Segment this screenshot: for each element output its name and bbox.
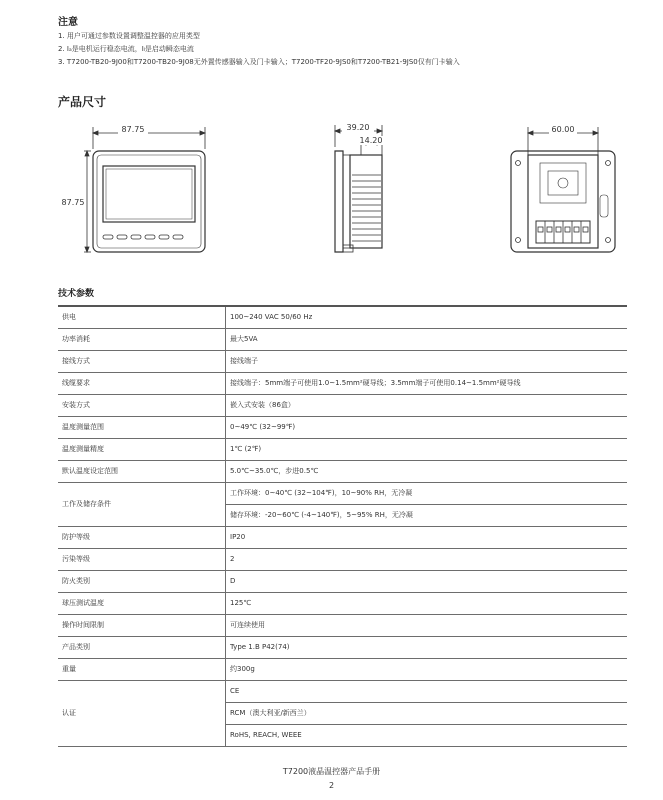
spec-value: 100~240 VAC 50/60 Hz [226,306,628,329]
spec-label: 认证 [58,681,226,747]
table-row [58,351,627,373]
table-row [58,329,627,351]
spec-label: 污染等级 [58,549,226,571]
table-row [58,615,627,637]
front-width-label: 87.75 [121,125,145,134]
note-item: 1. 用户可通过参数设置调整温控器的应用类型 [58,32,200,40]
spec-label: 功率消耗 [58,329,226,351]
dimensions-title: 产品尺寸 [58,95,107,109]
spec-label: 操作时间限制 [58,615,226,637]
spec-value: D [226,571,628,593]
spec-value: 嵌入式安装（86盒） [226,395,628,417]
spec-value: 工作环境：0~40℃ (32~104℉)，10~90% RH，无冷凝 [226,483,628,505]
table-row [58,549,627,571]
spec-value: 接线端子：5mm端子可使用1.0~1.5mm²硬导线；3.5mm端子可使用0.14~1.5mm²硬导线 [226,373,628,395]
spec-value: 约300g [226,659,628,681]
spec-label: 温度测量范围 [58,417,226,439]
notes-title: 注意 [58,17,78,28]
spec-value: 可连续使用 [226,615,628,637]
spec-value: 1℃ (2℉) [226,439,628,461]
back-width-label: 60.00 [551,125,575,134]
table-row [58,637,627,659]
spec-value: 储存环境：-20~60℃ (-4~140℉)，5~95% RH，无冷凝 [226,505,628,527]
spec-value: 125℃ [226,593,628,615]
note-item: 3. T7200-TB20-9J00和T7200-TB20-9J08无外置传感器输入及门卡输入；T7200-TF20-9JS0和T7200-TB21-9JS0仅有门卡输入 [58,58,460,66]
spec-label: 线缆要求 [58,373,226,395]
spec-label: 产品类别 [58,637,226,659]
side-inner-label: 14.20 [359,136,383,145]
spec-value: IP20 [226,527,628,549]
page-number: 2 [328,781,335,790]
table-row [58,417,627,439]
spec-label: 重量 [58,659,226,681]
spec-value: 5.0℃~35.0℃，步进0.5℃ [226,461,628,483]
spec-value: RoHS, REACH, WEEE [226,725,628,747]
table-row [58,571,627,593]
table-row [58,593,627,615]
spec-label: 供电 [58,306,226,329]
spec-label: 默认温度设定范围 [58,461,226,483]
spec-value: RCM（澳大利亚/新西兰） [226,703,628,725]
table-row [58,395,627,417]
table-row [58,527,627,549]
table-row [58,373,627,395]
spec-label: 温度测量精度 [58,439,226,461]
footer-title: T7200液晶温控器产品手册 [282,767,381,776]
spec-label: 接线方式 [58,351,226,373]
spec-label: 防火类别 [58,571,226,593]
table-row [58,659,627,681]
table-row [58,681,627,703]
table-row [58,439,627,461]
spec-label: 球压测试温度 [58,593,226,615]
spec-value: CE [226,681,628,703]
spec-value: 0~49℃ (32~99℉) [226,417,628,439]
specs-title: 技术参数 [58,289,95,299]
spec-value: 最大5VA [226,329,628,351]
spec-value: 接线端子 [226,351,628,373]
front-view [84,127,205,252]
specs-table [58,305,627,747]
table-row [58,306,627,329]
table-row [58,483,627,505]
spec-label: 防护等级 [58,527,226,549]
side-depth-label: 39.20 [346,123,370,132]
spec-value: 2 [226,549,628,571]
back-view [511,127,615,252]
spec-label: 安装方式 [58,395,226,417]
spec-value: Type 1.B P42(74) [226,637,628,659]
front-height-label: 87.75 [61,198,85,207]
note-item: 2. Iₐ是电机运行稳态电流，Iₗ是启动瞬态电流 [58,45,194,53]
spec-label: 工作及储存条件 [58,483,226,527]
table-row [58,461,627,483]
dimension-drawing [0,115,663,275]
